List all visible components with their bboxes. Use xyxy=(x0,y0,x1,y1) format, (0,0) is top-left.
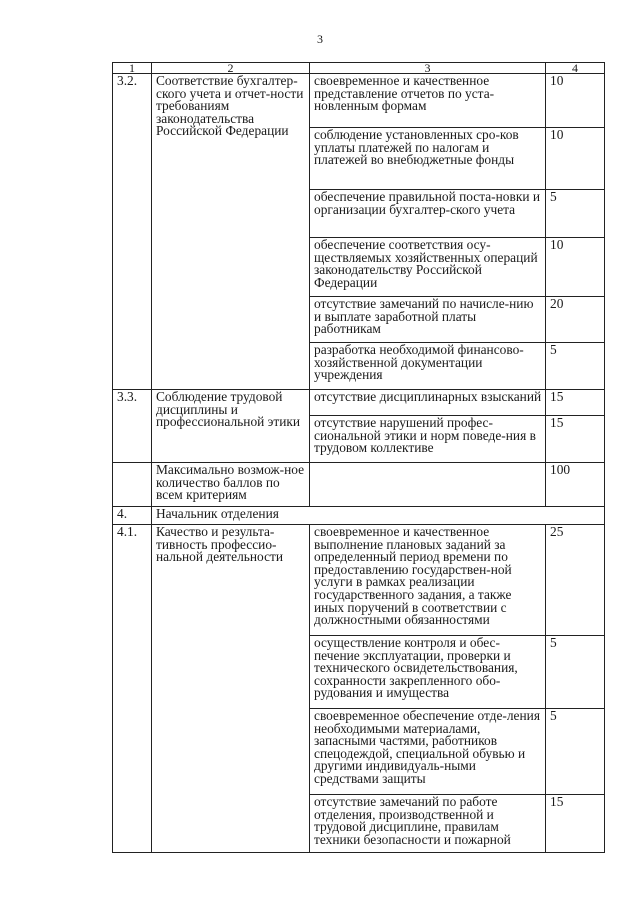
criterion-points: 15 xyxy=(546,795,605,853)
table-row-section-heading xyxy=(113,507,605,525)
header-col-4: 4 xyxy=(546,63,605,74)
criteria-table xyxy=(112,62,605,853)
header-col-2: 2 xyxy=(152,63,310,74)
section-title: Соответствие бухгалтер-ского учета и отчет-ности требованиям законодательства Российской Федерации xyxy=(152,74,310,390)
criterion-text: отсутствие дисциплинарных взысканий xyxy=(310,390,546,416)
criterion-text: отсутствие замечаний по работе отделения, производственной и трудовой дисциплине, правилам техники безопасности и пожарной xyxy=(310,795,546,853)
section-title: Соблюдение трудовой дисциплины и профессиональной этики xyxy=(152,390,310,463)
section-title: Качество и результа-тивность профессио-нальной деятельности xyxy=(152,525,310,853)
criterion-text: отсутствие нарушений профес-сиональной этики и норм поведе-ния в трудовом коллективе xyxy=(310,416,546,463)
criterion-text: соблюдение установленных сро-ков уплаты платежей по налогам и платежей во внебюджетные фонды xyxy=(310,128,546,190)
criterion-points: 25 xyxy=(546,525,605,636)
criterion-points: 20 xyxy=(546,297,605,343)
total-points: 100 xyxy=(546,463,605,507)
header-col-3: 3 xyxy=(310,63,546,74)
empty-cell xyxy=(113,463,152,507)
criterion-text: обеспечение соответствия осу-ществляемых хозяйственных операций законодательству Российской Федерации xyxy=(310,238,546,297)
section-number: 4. xyxy=(113,507,152,525)
empty-cell xyxy=(310,463,546,507)
criterion-points: 10 xyxy=(546,128,605,190)
table-row xyxy=(113,390,605,416)
table-row xyxy=(113,74,605,128)
criterion-points: 5 xyxy=(546,636,605,709)
criterion-text: своевременное и качественное представление отчетов по уста-новленным формам xyxy=(310,74,546,128)
criterion-points: 10 xyxy=(546,74,605,128)
page-number: 3 xyxy=(317,32,323,46)
criterion-text: обеспечение правильной поста-новки и организации бухгалтер-ского учета xyxy=(310,190,546,238)
section-number: 3.2. xyxy=(113,74,152,390)
criterion-points: 15 xyxy=(546,416,605,463)
table-header-row xyxy=(113,63,605,74)
total-label: Максимально возмож-ное количество баллов по всем критериям xyxy=(152,463,310,507)
table-row-total xyxy=(113,463,605,507)
criterion-points: 5 xyxy=(546,343,605,390)
criterion-points: 5 xyxy=(546,709,605,795)
criterion-text: отсутствие замечаний по начисле-нию и выплате заработной платы работникам xyxy=(310,297,546,343)
criterion-points: 5 xyxy=(546,190,605,238)
table-row xyxy=(113,525,605,636)
criterion-text: своевременное и качественное выполнение плановых заданий за определенный период времени по предоставлению государствен-ной услуги в рамках реализации государственного задания, а также иных поручений в соответствии с должностными обязанностями xyxy=(310,525,546,636)
criterion-points: 15 xyxy=(546,390,605,416)
header-col-1: 1 xyxy=(113,63,152,74)
criterion-points: 10 xyxy=(546,238,605,297)
criterion-text: своевременное обеспечение отде-ления необходимыми материалами, запасными частями, работников спецодеждой, специальной обувью и другими индивидуаль-ными средствами защиты xyxy=(310,709,546,795)
criterion-text: осуществление контроля и обес-печение эксплуатации, проверки и технического освидетельствования, сохранности закрепленного обо-рудования и имущества xyxy=(310,636,546,709)
section-title: Начальник отделения xyxy=(152,507,605,525)
section-number: 4.1. xyxy=(113,525,152,853)
criterion-text: разработка необходимой финансово-хозяйственной документации учреждения xyxy=(310,343,546,390)
section-number: 3.3. xyxy=(113,390,152,463)
